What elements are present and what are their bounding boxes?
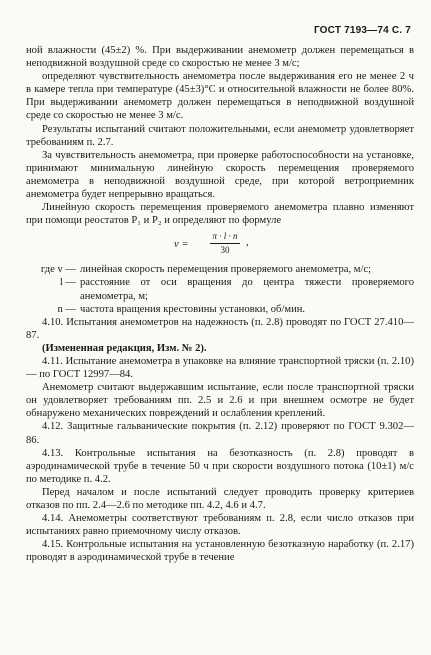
velocity-formula [26,231,414,257]
paragraph: ной влажности (45±2) %. При выдерживании анемометр должен перемещаться в неподвижной воздушной среде со скоростью не менее 3 м/с; [26,45,414,70]
paragraph: Анемометр считают выдержавшим испытание, если после транспортной тряски он удовлетворяет требованиям пп. 2.5 и 2.6 и при внешнем осмотре не будет обнаружено механических повреждений и ослабления креплений. [26,382,414,420]
formula-denominator: 30 [220,245,230,256]
paragraph: Линейную скорость перемещения проверяемого анемометра плавно изменяют при помощи реостатов P₁ и P₂ и определяют по формуле [26,202,414,227]
definition-symbol: l — [59,277,76,289]
paragraph: определяют чувствительность анемометра после выдерживания его не менее 2 ч в камере тепла при температуре (45±3)°С и относительной влажности не более 80%. При выдерживании анемометр должен перемещаться в неподвижной воздушной среде со скоростью не менее 3 м/с. [26,71,414,122]
paragraph: Перед началом и после испытаний следует проводить проверку критериев отказов по пп. 2.4—2.6 по методике пп. 4.2, 4.6 и 4.7. [26,486,414,511]
formula-lhs: v = [174,239,189,251]
clause-4-12: 4.12. Защитные гальванические покрытия (п. 2.12) проверяют по ГОСТ 9.302—86. [26,421,414,446]
definition-symbol: n — [57,303,76,315]
clause-4-10: 4.10. Испытания анемометров на надежность (п. 2.8) проводят по ГОСТ 27.410—87. [26,316,414,341]
clause-4-11: 4.11. Испытание анемометра в упаковке на влияние транспортной тряски (п. 2.10) — по ГОСТ 12997—84. [26,355,414,381]
definition-text: линейная скорость перемещения проверяемого анемометра, м/с; [80,264,372,276]
paragraph: Результаты испытаний считают положительными, если анемометр удовлетворяет требованиям п. 2.7. [26,123,414,148]
formula-numerator: π · l · n [210,231,240,244]
definition-text: расстояние от оси вращения до центра тяжести проверяемого анемометра, м; [80,277,414,302]
definition-text: частота вращения крестовины установки, об/мин. [80,303,306,315]
edit-note: (Измененная редакция, Изм. № 2). [42,342,207,354]
definition-symbol: где v — [40,264,76,276]
definition-item [26,276,414,302]
formula-trail: , [246,237,249,249]
clause-4-15: 4.15. Контрольные испытания на установленную безотказную наработку (п. 2.17) проводят в аэродинамической трубе в течение [26,539,414,564]
definition-item [26,263,414,276]
definition-item [26,303,414,316]
page-header: ГОСТ 7193—74 С. 7 [313,25,411,36]
paragraph: За чувствительность анемометра, при проверке работоспособности на установке, принимают минимальную линейную скорость перемещения проверяемого анемометра в неподвижной воздушной среде, при которой ветроприемник анемометра будет непрерывно вращаться. [26,149,414,201]
clause-4-13: 4.13. Контрольные испытания на безотказность (п. 2.8) проводят в аэродинамической трубе в течение 50 ч при скорости воздушного потока (10±1) м/с по методике п. 4.2. [26,447,414,485]
document-body [26,44,414,564]
clause-4-14: 4.14. Анемометры соответствуют требованиям п. 2.8, если число отказов при испытаниях равно приемочному числу отказов. [26,513,414,538]
formula-fraction [210,231,240,256]
